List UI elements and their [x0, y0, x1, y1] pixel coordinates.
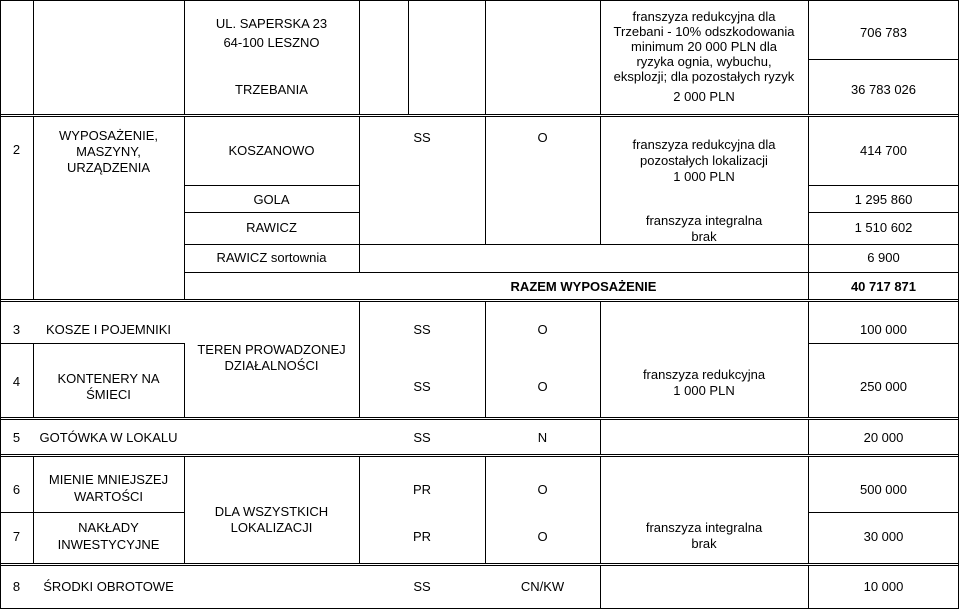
location-koszanowo: KOSZANOWO	[228, 143, 315, 158]
type-value: SS	[413, 579, 431, 594]
category-name: KOSZE I POJEMNIKI	[46, 322, 171, 337]
row-number: 6	[12, 482, 21, 497]
location-trzebania: TRZEBANIA	[235, 82, 308, 97]
grid-line	[0, 608, 959, 609]
sum-value: 414 700	[860, 143, 907, 158]
deductible-line: eksplozji; dla pozostałych ryzyk	[613, 69, 795, 84]
sum-value: 1 510 602	[854, 220, 913, 235]
deductible-line: franszyza redukcyjna	[642, 367, 766, 382]
category-line: WARTOŚCI	[73, 489, 144, 504]
integral-line: franszyza integralna	[645, 520, 763, 535]
grid-line	[359, 456, 360, 564]
grid-line	[0, 343, 184, 344]
grid-line	[0, 299, 959, 300]
row-number: 2	[12, 142, 21, 157]
grid-line	[0, 301, 959, 302]
location-rawicz: RAWICZ	[246, 220, 297, 235]
category-line: MIENIE MNIEJSZEJ	[48, 472, 169, 487]
deductible-line: 1 000 PLN	[673, 383, 735, 398]
sum-value: 36 783 026	[850, 82, 917, 97]
sum-value: 500 000	[860, 482, 907, 497]
grid-line	[808, 185, 959, 186]
grid-line	[0, 116, 959, 117]
grid-line	[808, 456, 809, 564]
location-rawicz-sortownia: RAWICZ sortownia	[216, 250, 327, 265]
sum-value: 250 000	[860, 379, 907, 394]
integral-line: franszyza integralna	[645, 213, 763, 228]
row-number: 3	[12, 322, 21, 337]
grid-line	[184, 272, 959, 273]
location-line: LOKALIZACJI	[230, 520, 313, 535]
grid-line	[600, 419, 601, 455]
category-line: KONTENERY NA	[57, 371, 160, 386]
sum-value: 1 295 860	[854, 192, 913, 207]
row-number: 7	[12, 529, 21, 544]
grid-line	[33, 0, 34, 115]
mode-value: O	[537, 322, 548, 337]
grid-line	[0, 454, 959, 455]
grid-line	[485, 0, 486, 115]
grid-line	[184, 185, 359, 186]
sum-value: 30 000	[863, 529, 904, 544]
address-line1: UL. SAPERSKA 23	[215, 16, 328, 31]
mode-value: O	[537, 529, 548, 544]
deductible-line: 1 000 PLN	[673, 169, 735, 184]
category-line: INWESTYCYJNE	[57, 537, 160, 552]
deductible-line: 2 000 PLN	[673, 89, 735, 104]
grid-line	[0, 512, 184, 513]
mode-value: N	[537, 430, 548, 445]
row-number: 4	[12, 374, 21, 389]
address-line2: 64-100 LESZNO	[223, 35, 320, 50]
type-value: PR	[412, 529, 432, 544]
type-value: SS	[413, 430, 431, 445]
grid-line	[0, 565, 959, 566]
category-name: GOTÓWKA W LOKALU	[39, 430, 178, 445]
type-value: SS	[413, 322, 431, 337]
integral-line: brak	[691, 536, 717, 551]
category-name: ŚRODKI OBROTOWE	[43, 579, 174, 594]
sum-value: 10 000	[863, 579, 904, 594]
category-line: URZĄDZENIA	[66, 160, 151, 175]
total-label: RAZEM WYPOSAŻENIE	[510, 279, 657, 294]
deductible-line: franszyza redukcyjna dla	[632, 9, 776, 24]
sum-value: 20 000	[863, 430, 904, 445]
grid-line	[600, 565, 601, 609]
location-line: DZIAŁALNOŚCI	[224, 358, 319, 373]
grid-line	[808, 0, 809, 115]
sum-value: 100 000	[860, 322, 907, 337]
category-line: WYPOSAŻENIE,	[59, 128, 158, 143]
deductible-line: minimum 20 000 PLN dla	[631, 39, 777, 54]
total-value: 40 717 871	[850, 279, 917, 294]
deductible-line: pozostałych lokalizacji	[640, 153, 768, 168]
location-line: DLA WSZYSTKICH	[214, 504, 329, 519]
grid-line	[359, 301, 360, 418]
grid-line	[808, 512, 959, 513]
mode-value: O	[537, 379, 548, 394]
mode-value: CN/KW	[520, 579, 565, 594]
grid-line	[359, 0, 360, 115]
row-number: 8	[12, 579, 21, 594]
location-line: TEREN PROWADZONEJ	[197, 342, 346, 357]
type-value: SS	[413, 379, 431, 394]
grid-line	[808, 212, 959, 213]
integral-line: brak	[691, 229, 717, 244]
sum-value: 706 783	[860, 25, 907, 40]
grid-line	[0, 563, 959, 564]
deductible-line: franszyza redukcyjna dla	[632, 137, 776, 152]
grid-line	[600, 301, 601, 418]
grid-line	[0, 114, 959, 115]
deductible-line: Trzebani - 10% odszkodowania	[613, 24, 795, 39]
grid-line	[0, 417, 959, 418]
grid-line	[485, 456, 486, 564]
grid-line	[0, 0, 959, 1]
category-line: MASZYNY,	[76, 144, 141, 159]
category-line: NAKŁADY	[78, 520, 139, 535]
grid-line	[808, 59, 959, 60]
location-gola: GOLA	[253, 192, 290, 207]
grid-line	[184, 212, 359, 213]
type-value: SS	[413, 130, 431, 145]
type-value: PR	[412, 482, 432, 497]
deductible-line: ryzyka ognia, wybuchu,	[636, 54, 772, 69]
mode-value: O	[537, 130, 548, 145]
sum-value: 6 900	[867, 250, 900, 265]
grid-line	[0, 419, 959, 420]
grid-line	[485, 301, 486, 418]
grid-line	[184, 244, 959, 245]
grid-line	[808, 343, 959, 344]
grid-line	[0, 0, 1, 609]
mode-value: O	[537, 482, 548, 497]
grid-line	[0, 456, 959, 457]
grid-line	[808, 301, 809, 418]
category-line: ŚMIECI	[86, 387, 131, 402]
row-number: 5	[12, 430, 21, 445]
grid-line	[408, 0, 409, 115]
